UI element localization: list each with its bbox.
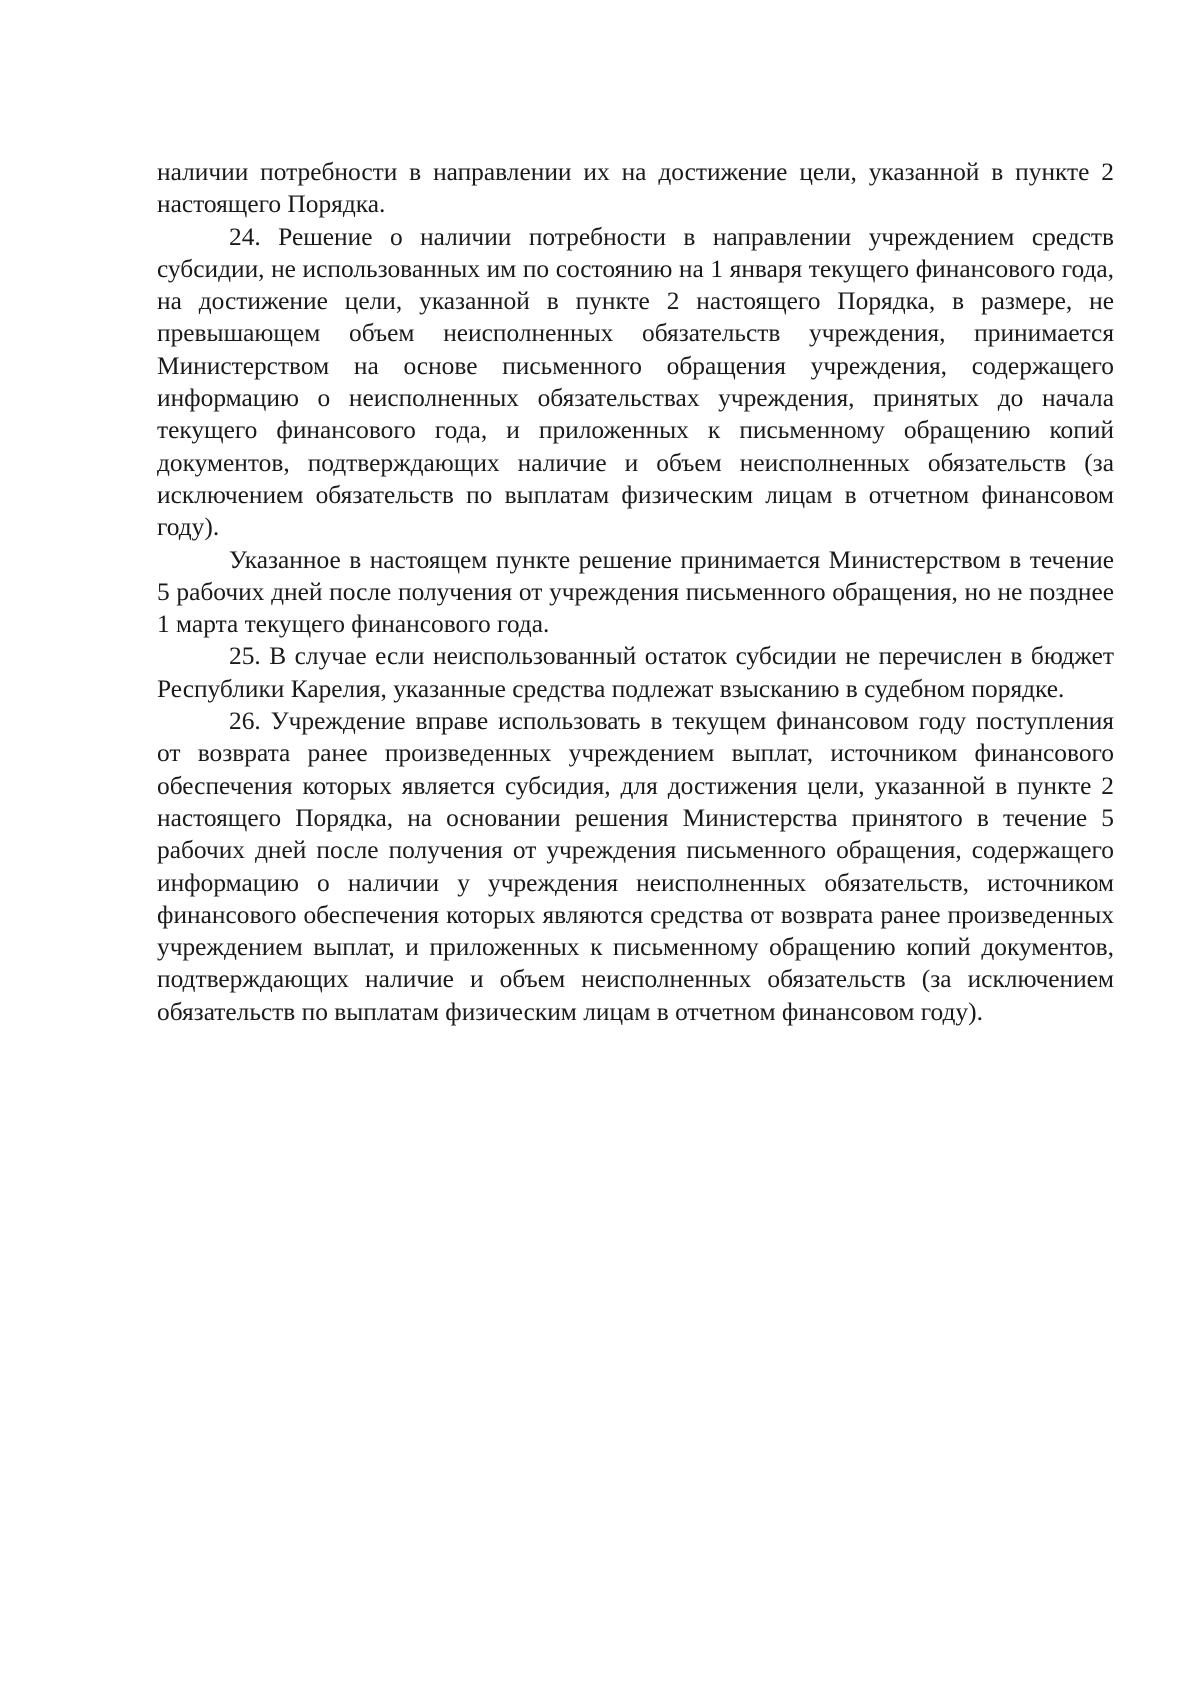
paragraph-item-26: 26. Учреждение вправе использовать в текущем финансовом году поступления от возврата ранее произведенных учреждением выплат, источником финансового обеспечения которых является субсидия, для достижения цели, указанной в пункте 2 настоящего Порядка, на основании решения Министерства принятого в течение 5 рабочих дней после получения от учреждения письменного обращения, содержащего информацию о наличии у учреждения неисполненных обязательств, источником финансового обеспечения которых являются средства от возврата ранее произведенных учреждением выплат, и приложенных к письменному обращению копий документов, подтверждающих наличие и объем неисполненных обязательств (за исключением обязательств по выплатам физическим лицам в отчетном финансовом году). <box>157 707 1114 1026</box>
paragraph-continuation: наличии потребности в направлении их на достижение цели, указанной в пункте 2 настоящего Порядка. <box>157 158 1114 219</box>
paragraph-item-25: 25. В случае если неиспользованный остаток субсидии не перечислен в бюджет Республики Карелия, указанные средства подлежат взысканию в судебном порядке. <box>157 642 1114 703</box>
paragraph-item-24: 24. Решение о наличии потребности в направлении учреждением средств субсидии, не использованных им по состоянию на 1 января текущего финансового года, на достижение цели, указанной в пункте 2 настоящего Порядка, в размере, не превышающем объем неисполненных обязательств учреждения, принимается Министерством на основе письменного обращения учреждения, содержащего информацию о неисполненных обязательствах учреждения, принятых до начала текущего финансового года, и приложенных к письменному обращению копий документов, подтверждающих наличие и объем неисполненных обязательств (за исключением обязательств по выплатам физическим лицам в отчетном финансовом году). <box>157 222 1114 542</box>
document-body <box>157 156 1114 1028</box>
paragraph-item-24-decision-term: Указанное в настоящем пункте решение принимается Министерством в течение 5 рабочих дней после получения от учреждения письменного обращения, но не позднее 1 марта текущего финансового года. <box>157 545 1114 639</box>
